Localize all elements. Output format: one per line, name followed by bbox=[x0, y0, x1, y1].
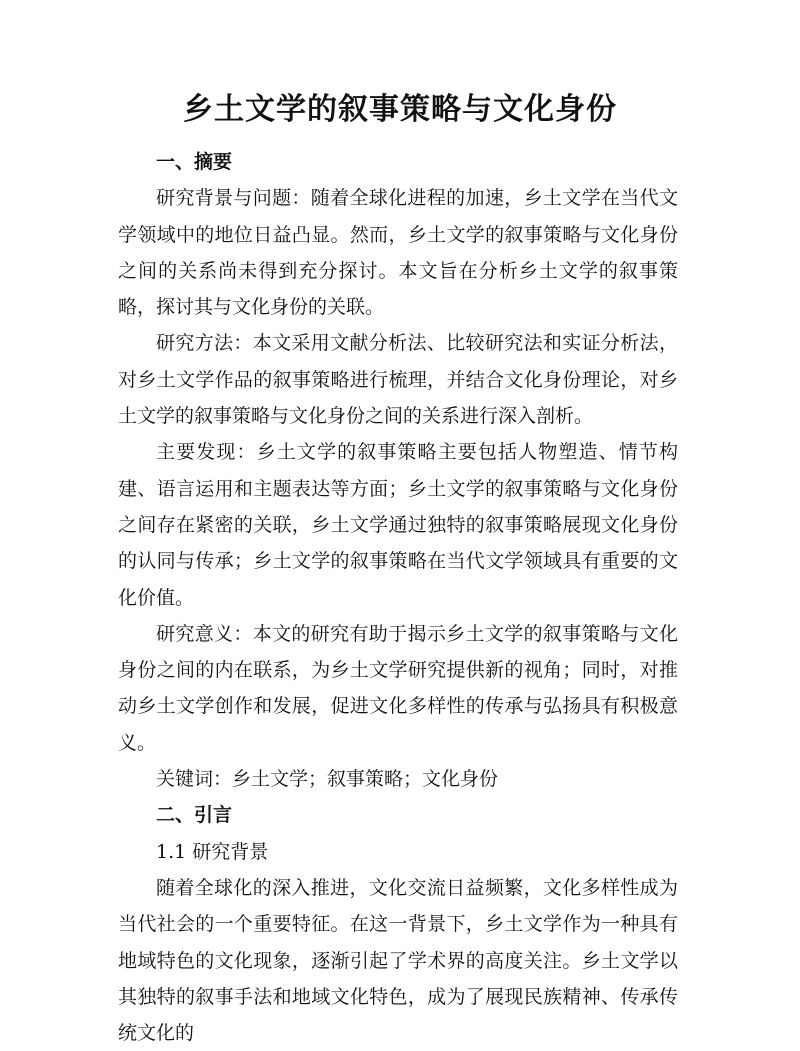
introduction-paragraph: 随着全球化的深入推进，文化交流日益频繁，文化多样性成为当代社会的一个重要特征。在这一背景下，乡土文学作为一种具有地域特色的文化现象，逐渐引起了学术界的高度关注。乡土文学以其独特的叙事手法和地域文化特色，成为了展现民族精神、传承传统文化的 bbox=[118, 876, 678, 1045]
document-title: 乡土文学的叙事策略与文化身份 bbox=[183, 92, 617, 127]
research-background-subheading: 1.1 研究背景 bbox=[156, 840, 269, 863]
abstract-method-paragraph: 研究方法：本文采用文献分析法、比较研究法和实证分析法，对乡土文学作品的叙事策略进行梳理，并结合文化身份理论，对乡土文学的叙事策略与文化身份之间的关系进行深入剖析。 bbox=[118, 332, 678, 428]
abstract-significance-paragraph: 研究意义：本文的研究有助于揭示乡土文学的叙事策略与文化身份之间的内在联系，为乡土文学研究提供新的视角；同时，对推动乡土文学创作和发展，促进文化多样性的传承与弘扬具有积极意义。 bbox=[118, 622, 678, 754]
abstract-findings-paragraph: 主要发现：乡土文学的叙事策略主要包括人物塑造、情节构建、语言运用和主题表达等方面；乡土文学的叙事策略与文化身份之间存在紧密的关联，乡土文学通过独特的叙事策略展现文化身份的认同与传承；乡土文学的叙事策略在当代文学领域具有重要的文化价值。 bbox=[118, 441, 678, 609]
abstract-heading: 一、摘要 bbox=[156, 151, 233, 173]
keywords-line: 关键词：乡土文学；叙事策略；文化身份 bbox=[156, 768, 499, 791]
introduction-heading: 二、引言 bbox=[156, 804, 233, 827]
abstract-background-paragraph: 研究背景与问题：随着全球化进程的加速，乡土文学在当代文学领域中的地位日益凸显。然而，乡土文学的叙事策略与文化身份之间的关系尚未得到充分探讨。本文旨在分析乡土文学的叙事策略，探讨其与文化身份的关联。 bbox=[118, 187, 678, 319]
document-body bbox=[118, 144, 678, 1051]
